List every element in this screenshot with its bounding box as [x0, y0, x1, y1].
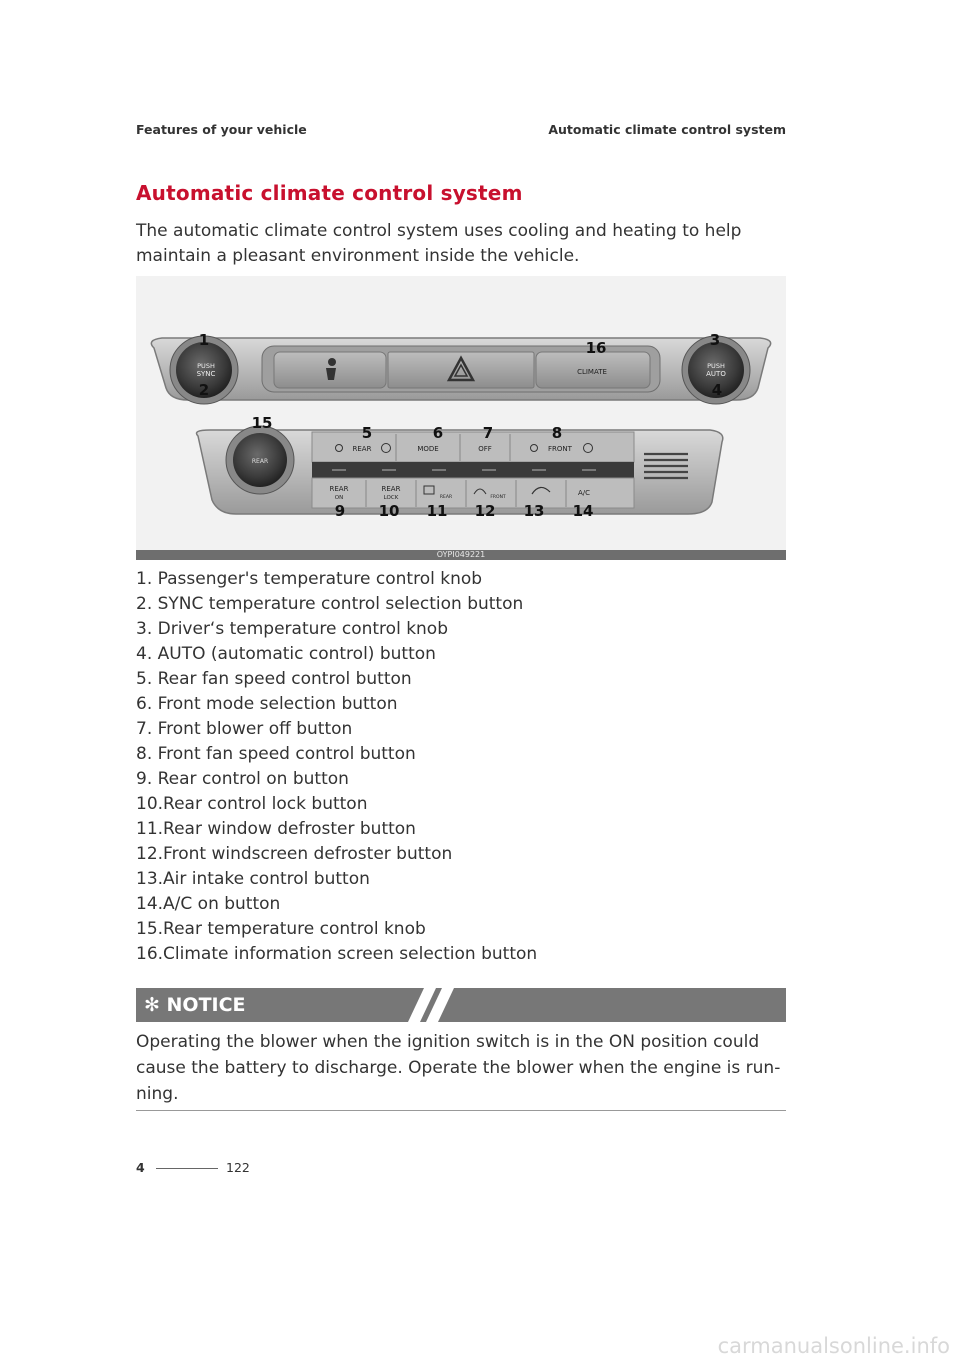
component-list: [136, 567, 786, 967]
list-item: 9. Rear control on button: [136, 769, 349, 789]
callout-2: 2: [198, 381, 210, 399]
section-divider: [136, 1110, 786, 1111]
callout-7: 7: [482, 424, 494, 442]
callout-8: 8: [551, 424, 563, 442]
running-header: [136, 122, 786, 142]
airbag-icon: [328, 358, 336, 366]
list-item: 5. Rear fan speed control button: [136, 669, 412, 689]
notice-text: Operating the blower when the ignition switch is in the ON position could cause the battery to discharge. Operate the blower when the engine is run-ning.: [136, 1032, 781, 1104]
callout-1: 1: [198, 331, 210, 349]
mode-label: MODE: [417, 445, 439, 453]
list-item: 13.Air intake control button: [136, 869, 370, 889]
push-auto-line1: PUSH: [707, 362, 725, 370]
ac-label: A/C: [577, 489, 591, 497]
callout-5: 5: [361, 424, 373, 442]
header-section: Features of your vehicle: [136, 122, 307, 137]
push-auto-line2: AUTO: [706, 370, 726, 378]
front-defrost-label: FRONT: [490, 495, 506, 500]
list-item: 8. Front fan speed control button: [136, 744, 416, 764]
rear-on-line1: REAR: [329, 485, 349, 493]
climate-panel-figure: [136, 276, 786, 560]
climate-panel-illustration: [136, 276, 786, 550]
list-item: 16.Climate information screen selection button: [136, 944, 538, 964]
chapter-number: 4: [136, 1160, 145, 1175]
callout-14: 14: [572, 502, 594, 520]
list-item: 4. AUTO (automatic control) button: [136, 644, 436, 664]
list-item: 10.Rear control lock button: [136, 794, 368, 814]
rear-defrost-label: REAR: [439, 495, 453, 500]
page-title: Automatic climate control system: [136, 181, 523, 205]
callout-4: 4: [711, 381, 723, 399]
notice-band: [426, 988, 786, 1022]
intro-paragraph: The automatic climate control system uses cooling and heating to help maintain a pleasant environment inside the vehicle.: [136, 221, 742, 266]
front-fan-label: FRONT: [548, 445, 572, 453]
push-sync-line2: SYNC: [196, 370, 216, 378]
callout-9: 9: [334, 502, 346, 520]
callout-12: 12: [474, 502, 496, 520]
rear-fan-label: REAR: [352, 445, 372, 453]
rear-lock-line1: REAR: [381, 485, 401, 493]
callout-15: 15: [251, 414, 273, 432]
page-number: 122: [226, 1160, 250, 1175]
callout-10: 10: [378, 502, 400, 520]
notice-banner: [136, 988, 786, 1022]
list-item: 15.Rear temperature control knob: [136, 919, 426, 939]
callout-13: 13: [523, 502, 545, 520]
rear-lock-line2: LOCK: [383, 495, 399, 501]
callout-3: 3: [709, 331, 721, 349]
list-item: 1. Passenger's temperature control knob: [136, 569, 483, 589]
footer-rule: [156, 1168, 218, 1169]
figure-code: OYPI049221: [136, 550, 786, 560]
list-item: 11.Rear window defroster button: [136, 819, 416, 839]
off-label: OFF: [478, 445, 492, 453]
callout-6: 6: [432, 424, 444, 442]
rear-on-line2: ON: [334, 495, 344, 501]
list-item: 3. Driver‘s temperature control knob: [136, 619, 449, 639]
climate-button-label: CLIMATE: [577, 368, 607, 376]
watermark: carmanualsonline.info: [717, 1334, 950, 1358]
list-item: 7. Front blower off button: [136, 719, 353, 739]
push-sync-line1: PUSH: [197, 362, 215, 370]
list-item: 14.A/C on button: [136, 894, 281, 914]
list-item: 12.Front windscreen defroster button: [136, 844, 453, 864]
callout-16: 16: [585, 339, 607, 357]
list-item: 6. Front mode selection button: [136, 694, 398, 714]
callout-11: 11: [426, 502, 448, 520]
list-item: 2. SYNC temperature control selection button: [136, 594, 524, 614]
notice-label: ✻ NOTICE: [144, 994, 246, 1016]
header-topic: Automatic climate control system: [548, 122, 786, 137]
rear-knob-label: REAR: [251, 458, 269, 465]
